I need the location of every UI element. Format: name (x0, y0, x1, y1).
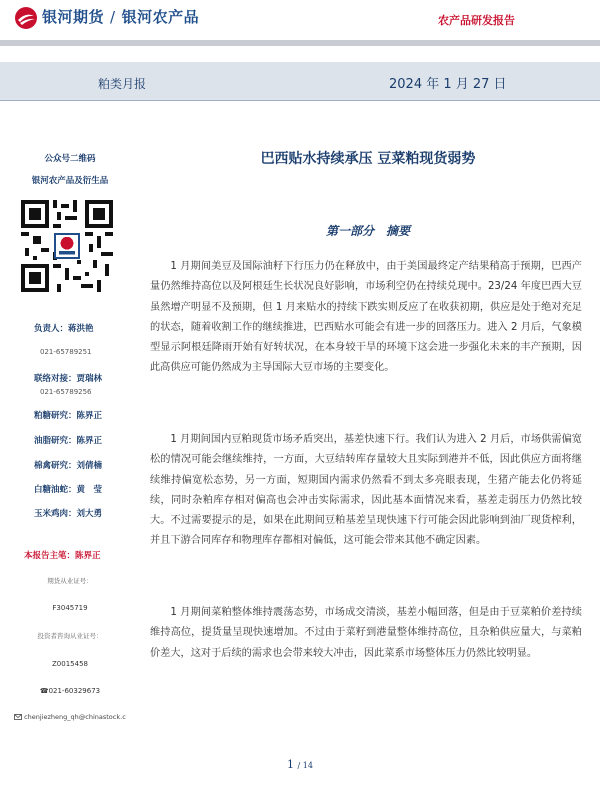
report-title: 巴西贴水持续承压 豆菜粕现货弱势 (260, 151, 476, 167)
brand-left: 银河期货 (42, 8, 105, 26)
contact-liaison: 联络对接：贾瑞林 (34, 374, 103, 384)
section-heading: 第一部分 摘要 (325, 224, 410, 238)
envelope-icon (14, 714, 22, 720)
summary-paragraph-2 (150, 430, 582, 552)
title-band-rule (0, 100, 600, 101)
brand-right: 银河农产品 (121, 8, 200, 26)
chief-author: 本报告主笔：陈界正 (24, 551, 101, 561)
contact-oil-research: 油脂研究：陈界正 (34, 436, 103, 446)
contact-meal-research: 粕糖研究：陈界正 (34, 411, 103, 421)
title-band (0, 62, 600, 100)
report-header (0, 0, 600, 40)
contact-cotton-research: 棉禽研究：刘倩楠 (34, 461, 103, 471)
brand-slash: / (110, 8, 116, 26)
contact-liaison-phone: 021-65789256 (40, 388, 92, 396)
report-series: 粕类月报 (98, 77, 147, 91)
contact-sugar-research: 白糖油蛇：黄 莹 (34, 485, 103, 495)
brand-name (42, 6, 199, 27)
galaxy-logo-icon (14, 6, 38, 30)
contact-phone: ☎021-60329673 (39, 687, 101, 695)
paragraph-text: 1 月期间菜粕整体维持震荡态势，市场成交清淡，基差小幅回落，但是由于豆菜粕价差持续维持高位，提货量呈现快速增加。不过由于菜籽到港量整体维持高位，且杂粕供应量大，与菜粕价差大，这对于后续的需求也会带来较大冲击，因此菜系市场整体压力仍然比较明显。 (150, 607, 582, 659)
page-number (0, 758, 600, 771)
summary-paragraph-3 (150, 603, 582, 664)
contact-lead-phone: 021-65789251 (40, 348, 92, 356)
advisor-label: 投资者咨询从业证号： (37, 632, 103, 640)
header-divider (0, 40, 600, 46)
contact-lead: 负责人：蒋洪艳 (34, 324, 94, 334)
email-text: chenjiezheng_qh@chinastock.c (24, 713, 126, 721)
contact-corn-research: 玉米鸡肉：刘大勇 (34, 509, 103, 519)
qr-code-icon (21, 200, 113, 292)
qr-caption-account: 银河农产品及衍生品 (31, 176, 109, 186)
page-current: 1 (287, 758, 295, 771)
advisor-number: Z0015458 (52, 660, 88, 668)
summary-paragraph-1 (150, 257, 582, 379)
paragraph-text: 1 月期间美豆及国际油籽下行压力仍在释放中，由于美国最终定产结果稍高于预期，巴西产量仍然维持高位以及阿根廷生长状况良好影响，市场利空仍在持续兑现中。23/24 年度巴西大豆虽然增产明显不及预期，但 1 月来贴水的持续下跌实则反应了在收获初期，供应是处于绝对充足的状态，随着收割工作的继续推进，巴西贴水可能会有进一步的回落压力。进入 2 月后，气象模型显示阿根廷降雨开始有好转状况，在本身较干旱的环境下这会进一步强化未来的丰产预期，因此高供应可能仍然成为主导国际大豆市场的主要变化。 (150, 261, 582, 374)
qr-caption: 公众号二维码 (44, 154, 96, 164)
report-date: 2024 年 1 月 27 日 (389, 77, 507, 92)
report-type-tag: 农产品研发报告 (438, 14, 515, 27)
license-label: 期货从业证号： (47, 577, 93, 585)
page-total: / 14 (297, 761, 313, 770)
contact-email (14, 713, 126, 721)
paragraph-text: 1 月期间国内豆粕现货市场矛盾突出，基差快速下行。我们认为进入 2 月后，市场供需偏宽松的情况可能会继续维持，一方面，大豆结转库存量较大且实际到港并不低，因此供应方面将继续维持偏宽松态势，另一方面，短期国内需求仍然看不到太多亮眼表现，生猪产能去化仍将延续，同时杂粕库存相对偏高也会冲击实际需求，因此基本面情况来看，基差走弱压力仍然比较大。不过需要提示的是，如果在此期间豆粕基差呈现快速下行可能会因此影响到油厂现货榨利，并且下游合同库存和物理库存都相对偏低，这可能会带来其他不确定因素。 (150, 434, 582, 547)
license-number: F3045719 (52, 604, 88, 612)
